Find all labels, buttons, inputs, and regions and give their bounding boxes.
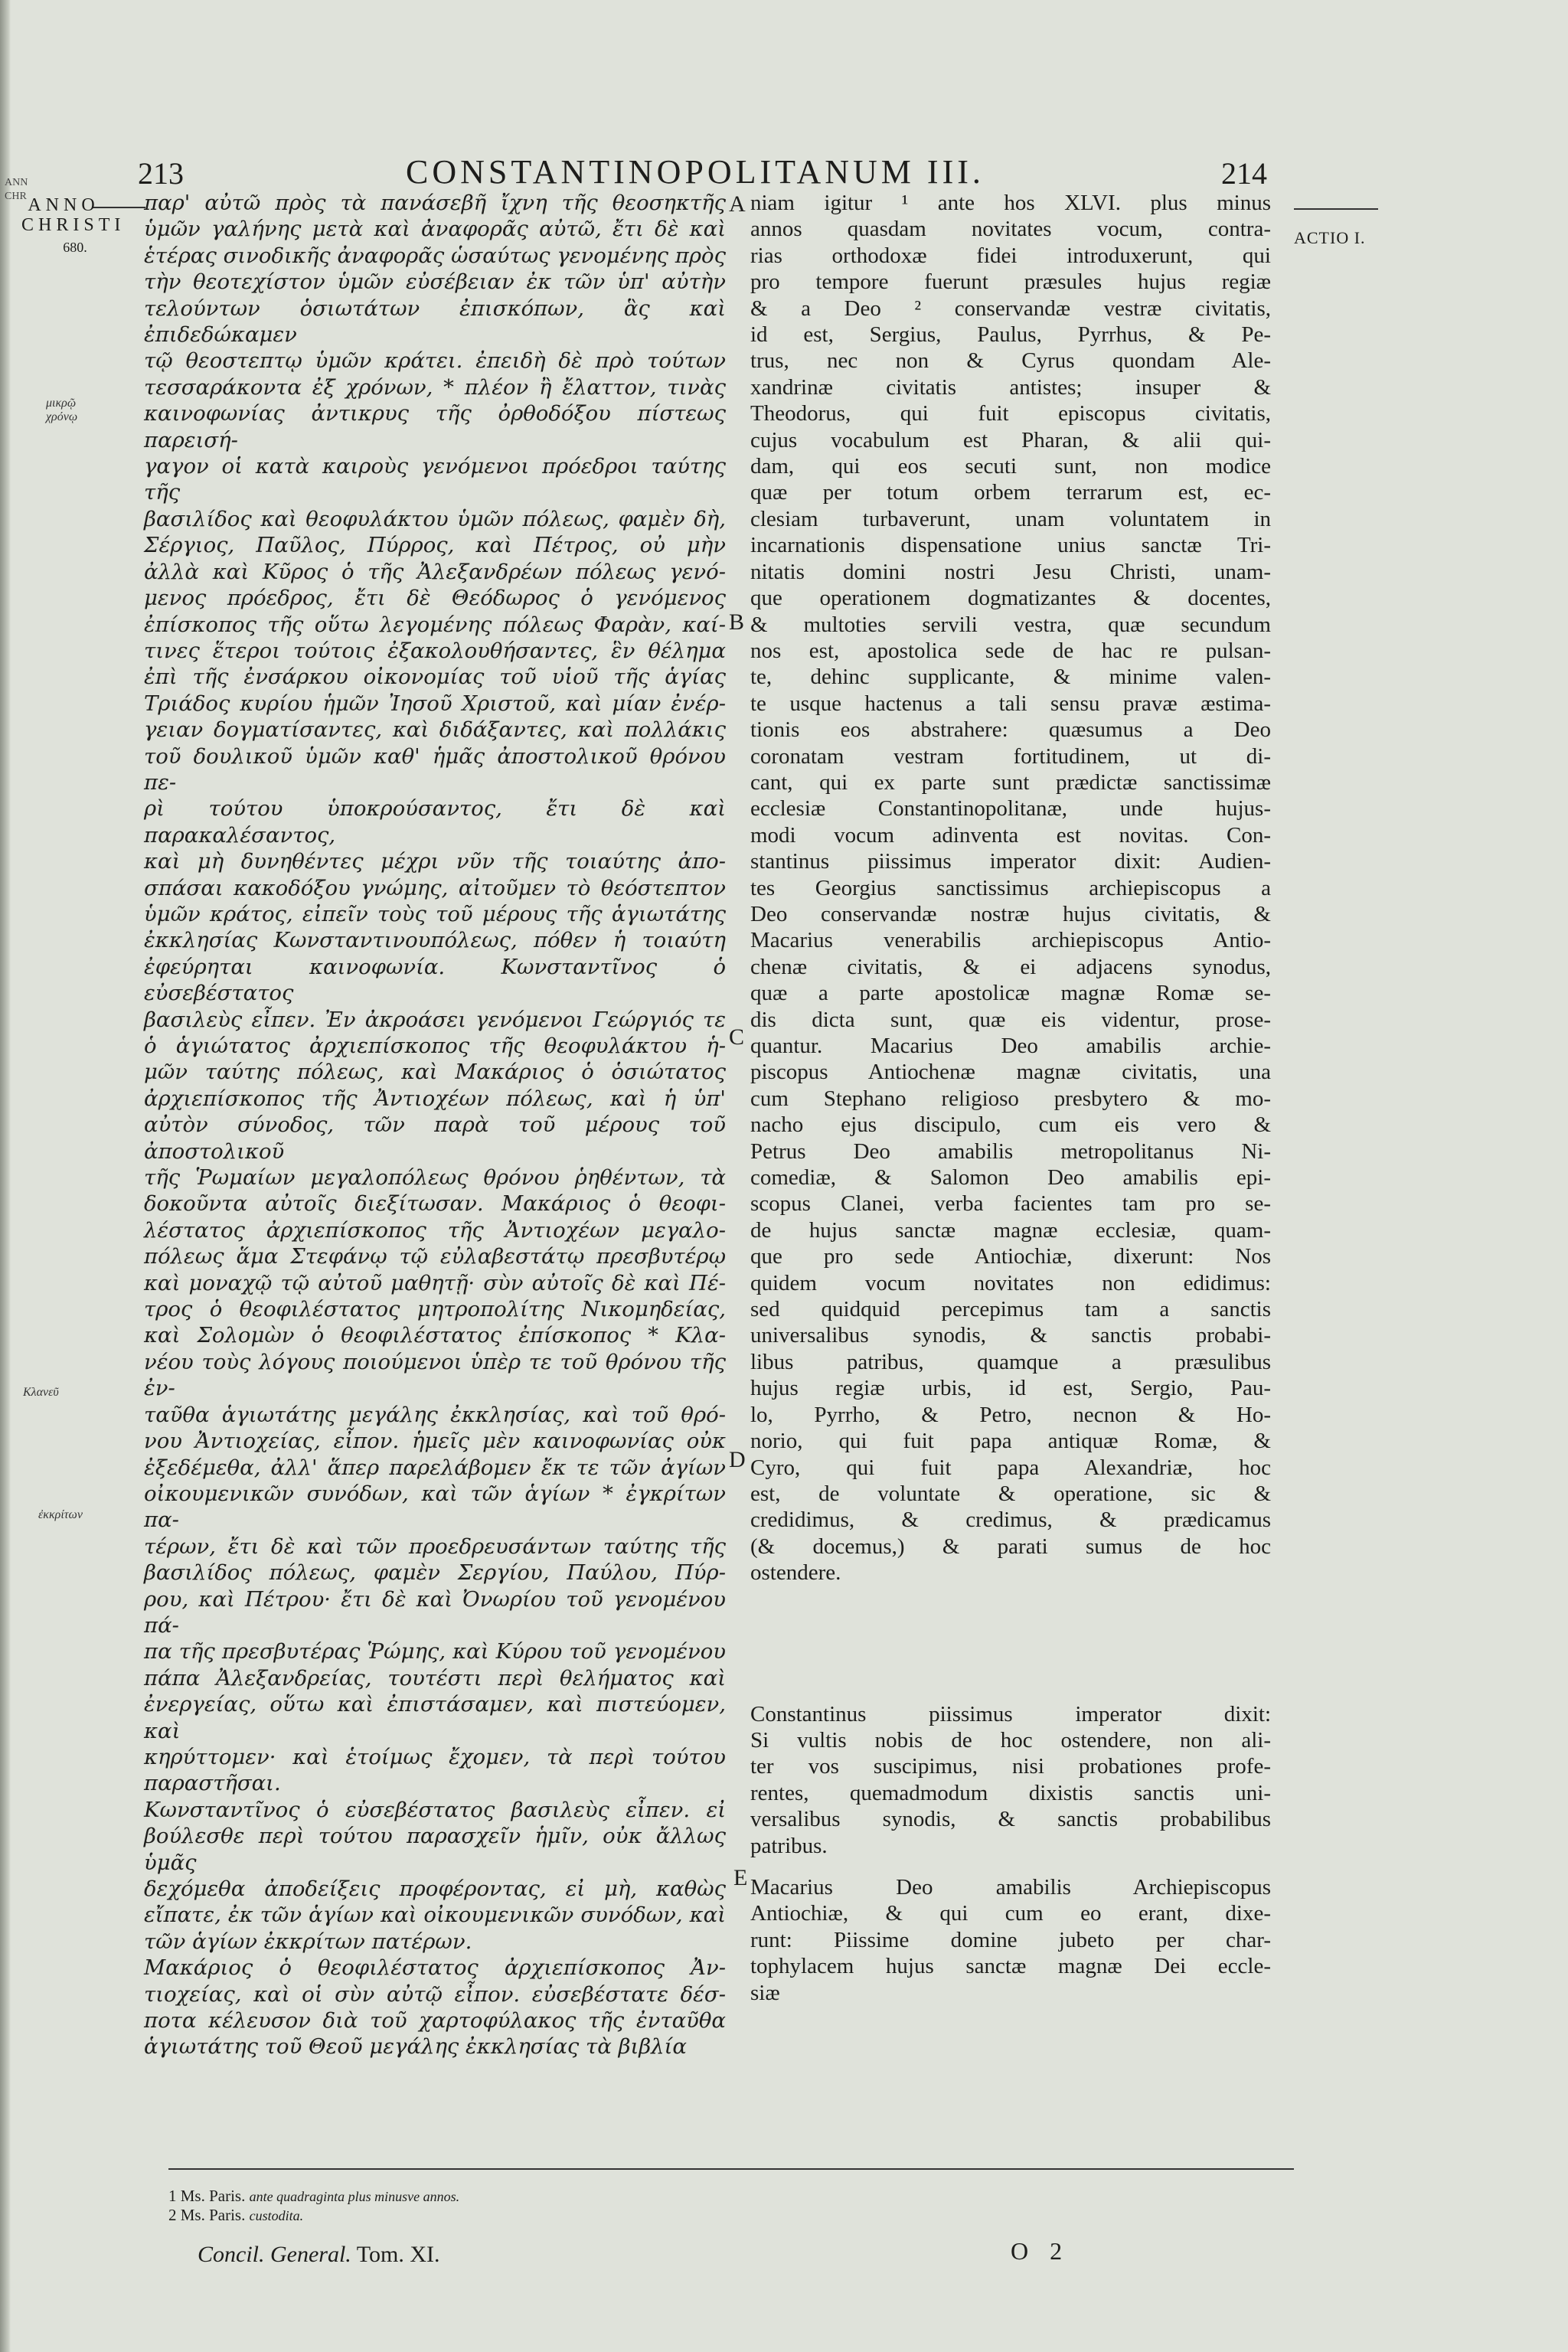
text-line: te usque hactenus a tali sensu pravæ æstima- xyxy=(750,691,1271,716)
anno-label: ANNO xyxy=(28,195,100,215)
text-line: τιοχείας, καὶ οἱ σὺν αὐτῷ εἶπον. εὐσεβέστατε δέσ- xyxy=(144,1981,726,2007)
text-line: εἴπατε, ἐκ τῶν ἁγίων καὶ οἰκουμενικῶν συνόδων, καὶ xyxy=(144,1903,726,1928)
section-letter-b: B xyxy=(729,609,745,635)
right-margin-dash xyxy=(1294,208,1378,210)
text-line: ἐπὶ τῆς ἐνσάρκου οἰκονομίας τοῦ υἱοῦ τῆς ἁγίας xyxy=(144,665,726,690)
footnote-1 xyxy=(168,2187,459,2206)
running-title: CONSTANTINOPOLITANUM III. xyxy=(406,153,985,191)
text-line: τοῦ δουλικοῦ ὑμῶν καθ' ἡμᾶς ἀποστολικοῦ θρόνου πε- xyxy=(144,743,726,795)
footnote-text: ante quadraginta plus minusve annos. xyxy=(249,2189,460,2204)
text-line: nos est, apostolica sede de hac re pulsan- xyxy=(750,638,1271,663)
text-line: τῷ θεοστεπτῳ ὑμῶν κράτει. ἐπειδὴ δὲ πρὸ τούτων xyxy=(144,348,726,374)
text-line: καινοφωνίας ἀντικρυς τῆς ὀρθοδόξου πίστεως παρεισή- xyxy=(144,401,726,452)
text-line: tionis eos abstrahere: quæsumus a Deo xyxy=(750,717,1271,743)
text-line: καὶ Σολομὼν ὁ θεοφιλέστατος ἐπίσκοπος * Κλα- xyxy=(144,1323,726,1348)
text-line: ἐφεύρηται καινοφωνία. Κωνσταντῖνος ὁ εὐσεβέστατος xyxy=(144,954,726,1006)
text-line: norio, qui fuit papa antiquæ Romæ, & xyxy=(750,1429,1271,1454)
greek-paragraph-2 xyxy=(144,1797,726,1955)
footnote-mark: 1 xyxy=(168,2187,177,2205)
text-line: lo, Pyrrho, & Petro, necnon & Ho- xyxy=(750,1402,1271,1427)
text-line: πα τῆς πρεσβυτέρας Ῥώμης, καὶ Κύρου τοῦ γενομένου xyxy=(144,1639,726,1664)
text-line: ρου, καὶ Πέτρου· ἔτι δὲ καὶ Ὀνωρίου τοῦ γενομένου πά- xyxy=(144,1586,726,1638)
text-line: ἀρχιεπίσκοπος τῆς Ἀντιοχέων πόλεως, καὶ ἡ ὑπ' xyxy=(144,1086,726,1111)
previous-page-edge-text: ANN CHR xyxy=(5,177,28,202)
christi-label: CHRISTI xyxy=(21,215,126,235)
text-line: quæ a parte apostolicæ magnæ Romæ se- xyxy=(750,981,1271,1006)
text-line: siæ xyxy=(750,1980,780,2005)
text-line: ter vos suscipimus, nisi probationes profe- xyxy=(750,1754,1271,1779)
text-line: ταῦθα ἁγιωτάτης μεγάλης ἐκκλησίας, καὶ τοῦ θρό- xyxy=(144,1402,726,1427)
text-line: quidem vocum novitates non edidimus: xyxy=(750,1270,1271,1295)
text-line: βασιλίδος καὶ θεοφυλάκτου ὑμῶν πόλεως, φαμὲν δὴ, xyxy=(144,506,726,531)
text-line: nitatis domini nostri Jesu Christi, unam- xyxy=(750,559,1271,584)
text-line: βασιλίδος πόλεως, φαμὲν Σεργίου, Παύλου, Πύρ- xyxy=(144,1560,726,1586)
text-line: dam, qui eos secuti sunt, non modice xyxy=(750,454,1271,479)
text-line: τὴν θεοτεχίστον ὑμῶν εὐσέβειαν ἐκ τῶν ὑπ' αὐτὴν xyxy=(144,270,726,295)
text-line: libus patribus, quamque a præsulibus xyxy=(750,1349,1271,1374)
latin-paragraph-1 xyxy=(750,190,1271,1586)
text-line: ἐνεργείας, οὕτω καὶ ἐπιστάσαμεν, καὶ πιστεύομεν, καὶ xyxy=(144,1692,726,1743)
footnote-rule xyxy=(168,2168,1294,2170)
text-line: nacho ejus discipulo, cum eis vero & xyxy=(750,1112,1271,1138)
text-line: Cyro, qui fuit papa Alexandriæ, hoc xyxy=(750,1455,1271,1480)
text-line: σπάσαι κακοδόξου γνώμης, αἰτοῦμεν τὸ θεόστεπτον xyxy=(144,875,726,900)
text-line: stantinus piissimus imperator dixit: Audien- xyxy=(750,849,1271,874)
text-line: μῶν ταύτης πόλεως, καὶ Μακάριος ὁ ὁσιώτατος xyxy=(144,1060,726,1085)
text-line: est, de voluntate & operatione, sic & xyxy=(750,1481,1271,1506)
margin-note-klaneu: Κλανεῦ xyxy=(23,1386,59,1399)
text-line: τέρων, ἔτι δὲ καὶ τῶν προεδρευσάντων ταύτης τῆς xyxy=(144,1534,726,1559)
text-line: ἐκκλησίας Κωνσταντινουπόλεως, πόθεν ἡ τοιαύτη xyxy=(144,928,726,953)
text-line: cum Stephano religioso presbytero & mo- xyxy=(750,1086,1271,1111)
text-line: ἑτέρας σινοδικῆς ἀναφορᾶς ὡσαύτως γενομένης πρὸς xyxy=(144,243,726,268)
section-letter-d: D xyxy=(729,1447,746,1472)
text-line: νου Ἀντιοχείας, εἶπον. ἡμεῖς μὲν καινοφωνίας οὐκ xyxy=(144,1429,726,1454)
text-line: τεσσαράκοντα ἐξ χρόνων, * πλέον ἢ ἔλαττον, τινὰς xyxy=(144,374,726,400)
text-line: πάπα Ἀλεξανδρείας, τουτέστι περὶ θελήματος καὶ xyxy=(144,1665,726,1690)
text-line: Μακάριος ὁ θεοφιλέστατος ἀρχιεπίσκοπος Ἀν- xyxy=(144,1955,726,1981)
text-line: patribus. xyxy=(750,1833,828,1858)
text-line: γειαν δογματίσαντες, καὶ διδάξαντες, καὶ πολλάκις xyxy=(144,717,726,743)
text-line: id est, Sergius, Paulus, Pyrrhus, & Pe- xyxy=(750,322,1271,348)
latin-paragraph-2 xyxy=(750,1701,1271,1859)
text-line: κηρύττομεν· καὶ ἑτοίμως ἔχομεν, τὰ περὶ τούτου xyxy=(144,1744,726,1769)
text-line: Macarius venerabilis archiepiscopus Antio- xyxy=(750,928,1271,953)
text-line: ποτα κέλευσον διὰ τοῦ χαρτοφύλακος τῆς ἐνταῦθα xyxy=(144,2008,726,2034)
text-line: λέστατος ἀρχιεπίσκοπος τῆς Ἀντιοχέων μεγαλο- xyxy=(144,1217,726,1243)
text-line: Constantinus piissimus imperator dixit: xyxy=(750,1701,1271,1726)
text-line: Τριάδος κυρίου ἡμῶν Ἰησοῦ Χριστοῦ, καὶ μίαν ἐνέρ- xyxy=(144,691,726,716)
footnotes xyxy=(168,2187,459,2225)
text-line: incarnationis dispensatione unius sanctæ Tri- xyxy=(750,533,1271,558)
text-line: que operationem dogmatizantes & docentes, xyxy=(750,586,1271,611)
text-line: γαγον οἱ κατὰ καιροὺς γενόμενοι πρόεδροι ταύτης τῆς xyxy=(144,454,726,505)
text-line: Deo conservandæ nostræ hujus civitatis, & xyxy=(750,901,1271,926)
text-line: cujus vocabulum est Pharan, & alii qui- xyxy=(750,427,1271,452)
text-line: que pro sede Antiochiæ, dixerunt: Nos xyxy=(750,1244,1271,1269)
text-line: de hujus sanctæ magnæ ecclesiæ, quam- xyxy=(750,1217,1271,1243)
section-letter-e: E xyxy=(733,1865,748,1890)
paragraph-gap xyxy=(750,1859,1271,1874)
text-line: annos quasdam novitates vocum, contra- xyxy=(750,217,1271,242)
footnote-source: Ms. Paris. xyxy=(180,2206,246,2224)
text-line: παραστῆσαι. xyxy=(144,1771,281,1796)
text-line: clesiam turbaverunt, unam voluntatem in xyxy=(750,506,1271,531)
section-letter-a: A xyxy=(729,191,746,217)
text-line: καὶ μὴ δυνηθέντες μέχρι νῦν τῆς τοιαύτης ἀπο- xyxy=(144,849,726,874)
text-line: βούλεσθε περὶ τούτου παρασχεῖν ἡμῖν, οὐκ ἄλλως ὑμᾶς xyxy=(144,1824,726,1875)
text-line: coronatam vestram fortitudinem, ut di- xyxy=(750,743,1271,769)
text-line: Macarius Deo amabilis Archiepiscopus xyxy=(750,1874,1271,1900)
text-line: quæ per totum orbem terrarum est, ec- xyxy=(750,480,1271,505)
text-line: & multoties servili vestra, quæ secundum xyxy=(750,612,1271,637)
footnote-source: Ms. Paris. xyxy=(180,2187,246,2205)
text-line: tophylacem hujus sanctæ magnæ Dei eccle- xyxy=(750,1954,1271,1979)
text-line: hujus regiæ urbis, id est, Sergio, Pau- xyxy=(750,1376,1271,1401)
greek-paragraph-3 xyxy=(144,1955,726,2060)
latin-column xyxy=(750,190,1271,2006)
text-line: καὶ μοναχῷ τῷ αὐτοῦ μαθητῇ· σὺν αὐτοῖς δὲ καὶ Πέ- xyxy=(144,1270,726,1295)
text-line: Antiochiæ, & qui cum eo erant, dixe- xyxy=(750,1901,1271,1926)
text-line: modi vocum adinventa est novitas. Con- xyxy=(750,822,1271,848)
text-line: rias orthodoxæ fidei introduxerunt, qui xyxy=(750,243,1271,268)
text-line: πόλεως ἅμα Στεφάνῳ τῷ εὐλαβεστάτῳ πρεσβυτέρῳ xyxy=(144,1244,726,1269)
book-spine-shadow xyxy=(0,0,11,2352)
text-line: (& docemus,) & parati sumus de hoc xyxy=(750,1534,1271,1559)
text-line: universalibus synodis, & sanctis probabi- xyxy=(750,1323,1271,1348)
text-line: παρ' αὐτῶ πρὸς τὰ πανάσεβῆ ἴχνη τῆς θεοσηκτῆς xyxy=(144,191,726,215)
text-line: ostendere. xyxy=(750,1560,841,1586)
text-line: xandrinæ civitatis antistes; insuper & xyxy=(750,374,1271,400)
text-line: Theodorus, qui fuit episcopus civitatis, xyxy=(750,401,1271,426)
text-line: runt: Piissime domine jubeto per char- xyxy=(750,1927,1271,1952)
sheet-signature: O 2 xyxy=(1011,2237,1070,2265)
running-header xyxy=(0,149,1568,195)
footnote-mark: 2 xyxy=(168,2206,177,2224)
text-line: piscopus Antiochenæ magnæ civitatis, una xyxy=(750,1060,1271,1085)
footnote-2 xyxy=(168,2206,459,2225)
text-line: νέου τοὺς λόγους ποιούμενοι ὑπὲρ τε τοῦ θρόνου τῆς ἐν- xyxy=(144,1349,726,1401)
text-line: pro tempore fuerunt præsules hujus regiæ xyxy=(750,270,1271,295)
signature-line xyxy=(198,2242,440,2268)
text-line: τῆς Ῥωμαίων μεγαλοπόλεως θρόνου ῥηθέντων, τὰ xyxy=(144,1165,726,1191)
section-letter-c: C xyxy=(729,1024,745,1050)
year-label: 680. xyxy=(63,240,87,255)
text-line: comediæ, & Salomon Deo amabilis epi- xyxy=(750,1165,1271,1191)
text-line: chenæ civitatis, & ei adjacens synodus, xyxy=(750,954,1271,979)
text-line: rentes, quemadmodum dixistis sanctis uni- xyxy=(750,1780,1271,1805)
text-line: τελούντων ὁσιωτάτων ἐπισκόπων, ἃς καὶ ἐπιδεδώκαμεν xyxy=(144,296,726,348)
text-line: τῶν ἁγίων ἐκκρίτων πατέρων. xyxy=(144,1929,472,1954)
text-line: ὑμῶν κράτος, εἰπεῖν τοὺς τοῦ μέρους τῆς ἁγιωτάτης xyxy=(144,901,726,926)
text-line: sed quidquid percepimus tam a sanctis xyxy=(750,1297,1271,1322)
left-margin xyxy=(21,195,126,256)
text-line: Petrus Deo amabilis metropolitanus Ni- xyxy=(750,1138,1271,1164)
text-line: te, dehinc supplicante, & minime valen- xyxy=(750,665,1271,690)
text-line: ἐπίσκοπος τῆς οὕτω λεγομένης πόλεως Φαρὰν, καί- xyxy=(144,612,726,637)
text-line: δοκοῦντα αὐτοῖς διεξίτωσαν. Μακάριος ὁ θεοφι- xyxy=(144,1191,726,1217)
text-line: niam igitur ¹ ante hos XLVI. plus minus xyxy=(750,191,1271,215)
text-line: τρος ὁ θεοφιλέστατος μητροπολίτης Νικομηδείας, xyxy=(144,1297,726,1322)
text-line: scopus Clanei, verba facientes tam pro se- xyxy=(750,1191,1271,1217)
text-line: τινες ἕτεροι τούτοις ἐξακολουθήσαντες, ἓν θέλημα xyxy=(144,638,726,663)
text-line: αὐτὸν σύνοδος, τῶν παρὰ τοῦ μέρους τοῦ ἀποστολικοῦ xyxy=(144,1112,726,1164)
text-line: οἰκουμενικῶν συνόδων, καὶ τῶν ἁγίων * ἐγκρίτων πα- xyxy=(144,1481,726,1533)
tome-label: Tom. XI. xyxy=(356,2242,440,2267)
latin-paragraph-3 xyxy=(750,1874,1271,2006)
text-line: cant, qui ex parte sunt prædictæ sanctissimæ xyxy=(750,769,1271,795)
actio-label: ACTIO I. xyxy=(1294,228,1366,247)
text-line: credidimus, & credimus, & prædicamus xyxy=(750,1508,1271,1533)
text-line: ἀλλὰ καὶ Κῦρος ὁ τῆς Ἀλεξανδρέων πόλεως γενό- xyxy=(144,559,726,584)
text-line: quantur. Macarius Deo amabilis archie- xyxy=(750,1034,1271,1058)
page-number-left: 213 xyxy=(138,156,184,191)
text-line: ὑμῶν γαλήνης μετὰ καὶ ἀναφορᾶς αὐτῶ, ἔτι δὲ καὶ xyxy=(144,217,726,242)
text-line: & a Deo ² conservandæ vestræ civitatis, xyxy=(750,296,1271,321)
greek-paragraph-1 xyxy=(144,190,726,1797)
greek-column xyxy=(144,190,726,2060)
text-line: versalibus synodis, & sanctis probabilibus xyxy=(750,1807,1271,1832)
text-line: Κωνσταντῖνος ὁ εὐσεβέστατος βασιλεὺς εἶπεν. εἰ xyxy=(144,1797,726,1822)
footnote-text: custodita. xyxy=(249,2208,304,2223)
text-line: trus, nec non & Cyrus quondam Ale- xyxy=(750,348,1271,374)
text-line: μενος πρόεδρος, ἔτι δὲ Θεόδωρος ὁ γενόμενος xyxy=(144,586,726,611)
text-line: δεχόμεθα ἀποδείξεις προφέροντας, εἰ μὴ, καθὼς xyxy=(144,1877,726,1901)
text-line: tes Georgius sanctissimus archiepiscopus a xyxy=(750,875,1271,900)
page-number-right: 214 xyxy=(1221,156,1267,191)
text-line: βασιλεὺς εἶπεν. Ἐν ἀκροάσει γενόμενοι Γεώργιός τε xyxy=(144,1007,726,1032)
paragraph-gap xyxy=(750,1586,1271,1701)
text-line: ἐξεδέμεθα, ἀλλ' ἅπερ παρελάβομεν ἔκ τε τῶν ἁγίων xyxy=(144,1455,726,1480)
text-line: ρὶ τούτου ὑποκρούσαντος, ἔτι δὲ καὶ παρακαλέσαντος, xyxy=(144,796,726,848)
text-line: ἁγιωτάτης τοῦ Θεοῦ μεγάλης ἐκκλησίας τὰ βιβλία xyxy=(144,2034,687,2060)
margin-note-enkriton: ἐκκρίτων xyxy=(38,1508,83,1521)
text-line: ὁ ἁγιώτατος ἀρχιεπίσκοπος τῆς θεοφυλάκτου ἡ- xyxy=(144,1034,726,1058)
text-line: ecclesiæ Constantinopolitanæ, unde hujus- xyxy=(750,796,1271,822)
text-line: Si vultis nobis de hoc ostendere, non ali- xyxy=(750,1727,1271,1753)
margin-note-mikro: μικρῷ χρόνῳ xyxy=(46,397,78,423)
signature-title: Concil. General. xyxy=(198,2242,351,2267)
text-line: dis dicta sunt, quæ eis videntur, prose- xyxy=(750,1007,1271,1032)
text-line: Σέργιος, Παῦλος, Πύρρος, καὶ Πέτρος, οὐ μὴν xyxy=(144,533,726,558)
